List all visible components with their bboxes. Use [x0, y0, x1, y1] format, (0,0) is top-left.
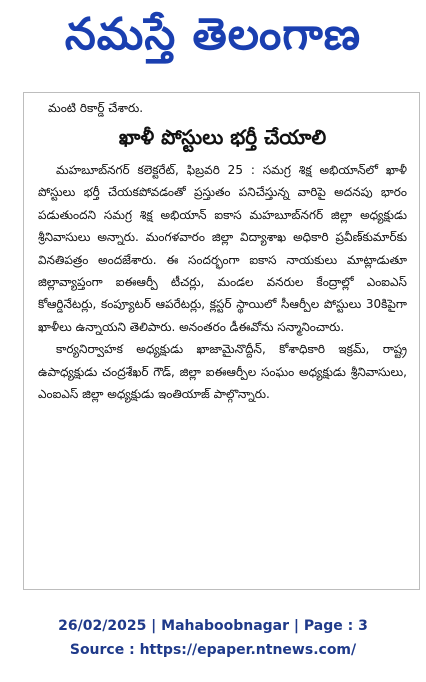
- article-paragraph: కార్యనిర్వాహక అధ్యక్షుడు ఖాజామైనొద్దీన్, కోశాధికారి ఇక్రమ్, రాష్ట్ర ఉపాధ్యక్షుడు చంద్రశేఖర్ గౌడ్, జిల్లా ఐఈఆర్పీల సంఘం అధ్యక్షుడు శ్రీనివాసులు, ఎంఐఎస్ జిల్లా అధ్యక్షుడు ఇంతియాజ్ పాల్గొన్నారు.: [38, 342, 407, 402]
- masthead: [0, 0, 426, 80]
- article-headline: ఖాళీ పోస్టులు భర్తీ చేయాలి: [118, 125, 327, 149]
- newspaper-title: నమస్తే తెలంగాణ: [64, 9, 362, 60]
- date-edition-page: 26/02/2025 | Mahaboobnagar | Page : 3: [58, 618, 368, 634]
- previous-article-fragment: మంటి రికార్డ్ చేశారు.: [48, 101, 144, 115]
- news-clipping: [23, 92, 420, 590]
- article-paragraph: మహబూబ్‌నగర్ కలెక్టరేట్, ఫిబ్రవరి 25 : సమగ్ర శిక్ష అభియాన్‌లో ఖాళీ పోస్టులు భర్తీ చేయకపోవడంతో ప్రస్తుతం పనిచేస్తున్న వారిపై అదనపు భారం పడుతుందని సమగ్ర శిక్ష అభియాన్ ఐకాస మహబూబ్‌నగర్ జిల్లా అధ్యక్షుడు శ్రీనివాసులు అన్నారు. మంగళవారం జిల్లా విద్యాశాఖ అధికారి ప్రవీణ్‌కుమార్‌కు వినతిపత్రం అందజేశారు. ఈ సందర్భంగా ఐకాస నాయకులు మాట్లాడుతూ జిల్లావ్యాప్తంగా ఐఈఆర్పీ టీచర్లు, మండల వనరుల కేంద్రాల్లో ఎంఐఎస్ కోఆర్డినేటర్లు, కంప్యూటర్ ఆపరేటర్లు, క్లస్టర్ స్థాయిలో సీఆర్పీల పోస్టులు 30కిపైగా ఖాళీలు ఉన్నాయని తెలిపారు. అనంతరం డీఈవోను సన్మానించారు.: [38, 163, 407, 334]
- article-body: [38, 159, 407, 405]
- source-link[interactable]: Source : https://epaper.ntnews.com/: [69, 642, 357, 658]
- clipping-footer: [0, 614, 426, 662]
